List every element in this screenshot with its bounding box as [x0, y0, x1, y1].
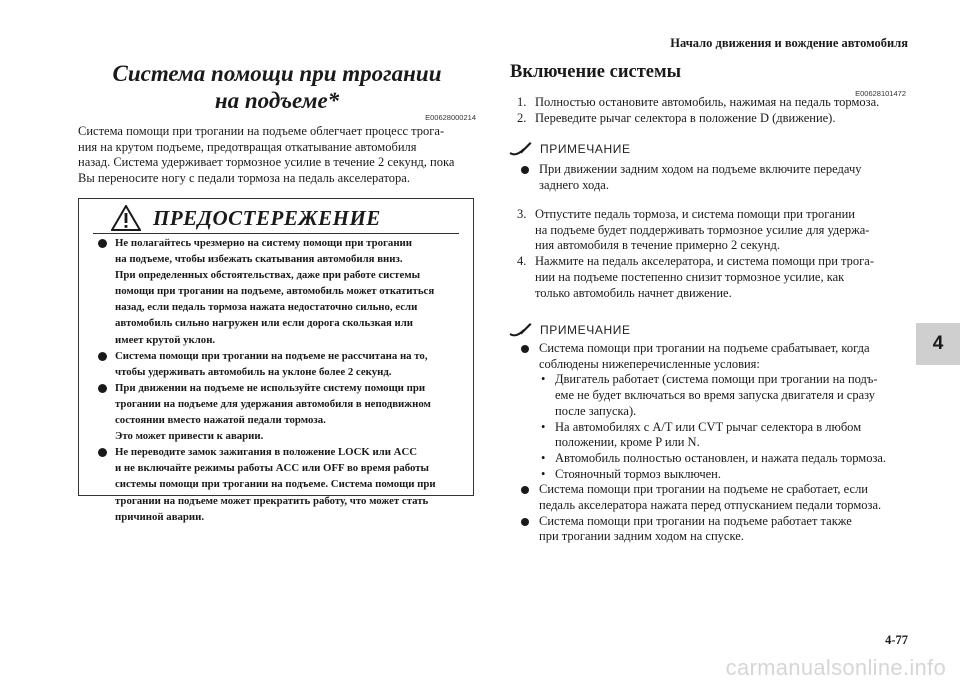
warning-item [93, 444, 463, 524]
warning-line: чтобы удерживать автомобиль на уклоне более 2 секунд. [115, 365, 392, 378]
section-title-line1: Система помощи при трогании [112, 61, 442, 86]
note-line: Система помощи при трогании на подъеме работает также [539, 513, 852, 528]
note-item [521, 341, 911, 482]
warning-line: трогании на подъеме для удержания автомобиля в неподвижном [115, 397, 431, 410]
step-number: 4. [517, 254, 527, 269]
note-line: При движении задним ходом на подъеме включите передачу [539, 162, 862, 176]
step-item [517, 111, 909, 127]
dot-icon: • [541, 372, 546, 387]
note-line: Система помощи при трогании на подъеме срабатывает, когда [539, 341, 870, 355]
warning-line: Не переводите замок зажигания в положение LOCK или ACC [115, 446, 418, 459]
intro-line: Система помощи при трогании на подъеме облегчает процесс трога- [78, 124, 445, 138]
note-line: соблюдены нижеперечисленные условия: [539, 356, 760, 371]
note-line: заднего хода. [539, 177, 609, 192]
warning-item [93, 380, 463, 444]
step-line: только автомобиль начнет движение. [535, 285, 732, 300]
watermark: carmanualsonline.info [725, 655, 946, 680]
condition-line: положении, кроме P или N. [555, 435, 700, 450]
section-code: E00628000214 [425, 113, 476, 122]
step-number: 2. [517, 110, 527, 125]
intro-paragraph [78, 124, 476, 187]
condition-line: после запуска). [555, 403, 637, 418]
condition-item [539, 451, 911, 467]
warning-line: Не полагайтесь чрезмерно на систему помощи при трогании [115, 237, 412, 249]
condition-item [539, 420, 911, 451]
section-tab: 4 [916, 323, 960, 365]
page-number: 4-77 [885, 633, 908, 647]
warning-line: назад, если педаль тормоза нажата недостаточно сильно, если [115, 301, 418, 314]
intro-line: назад. Система удерживает тормозное усилие в течение 2 секунд, пока [78, 155, 455, 170]
step-number: 1. [517, 95, 527, 109]
bullet-icon [98, 239, 107, 248]
condition-list [539, 372, 911, 482]
warning-line: имеет крутой уклон. [115, 333, 216, 346]
section-title-line2: на подъеме* [214, 88, 340, 113]
step-item [517, 95, 909, 111]
warning-line: помощи при трогании на подъеме, автомобиль может откатиться [115, 285, 435, 298]
step-line: нии на подъеме постепенно снизит тормозное усилие, как [535, 269, 845, 284]
note-header [508, 321, 631, 339]
bullet-icon [521, 345, 529, 353]
warning-line: Это может привести к аварии. [115, 430, 264, 443]
intro-line: Вы переносите ногу с педали тормоза на педаль акселератора. [78, 171, 410, 186]
warning-triangle-icon [111, 205, 141, 231]
warning-line: и не включайте режимы работы ACC или OFF во время работы [115, 462, 429, 475]
step-line: ния автомобиля в течение примерно 2 секунд. [535, 238, 780, 253]
note-list [521, 341, 911, 545]
step-item [517, 207, 909, 254]
warning-header [93, 203, 459, 234]
warning-line: системы помощи при трогании на подъеме. Система помощи при [115, 478, 436, 491]
step-number: 3. [517, 207, 527, 221]
warning-item [93, 235, 463, 348]
bullet-icon [521, 166, 529, 174]
warning-item [93, 348, 463, 380]
bullet-icon [521, 518, 529, 526]
subsection-code: E00628101472 [855, 89, 906, 98]
condition-line: еме не будет включаться во время запуска двигателя и сразу [555, 388, 876, 403]
condition-line: Стояночный тормоз выключен. [555, 466, 721, 481]
warning-line: При движении на подъеме не используйте систему помощи при [115, 381, 426, 394]
step-line: на подъеме будет поддерживать тормозное усилие для удержа- [535, 222, 870, 237]
note-header [508, 140, 631, 158]
condition-item [539, 372, 911, 419]
steps-list [517, 207, 909, 301]
warning-box [78, 198, 474, 523]
note-line: Система помощи при трогании на подъеме не сработает, если [539, 482, 868, 497]
bullet-icon [98, 448, 107, 457]
warning-line: При определенных обстоятельствах, даже при работе системы [115, 269, 421, 282]
note-item [521, 514, 911, 545]
warning-line: состоянии вместо нажатой педали тормоза. [115, 414, 326, 427]
condition-line: Двигатель работает (система помощи при трогании на подъ- [555, 372, 878, 387]
note-item [521, 482, 911, 513]
dot-icon: • [541, 466, 546, 481]
note-pen-icon [508, 140, 532, 158]
warning-line: Система помощи при трогании на подъеме не рассчитана на то, [115, 349, 428, 362]
step-line: Отпустите педаль тормоза, и система помощи при трогании [535, 207, 855, 221]
note-list [521, 162, 911, 193]
bullet-icon [521, 486, 529, 494]
step-line: Переведите рычаг селектора в положение D (движение). [535, 110, 836, 125]
condition-line: Автомобиль полностью остановлен, и нажата педаль тормоза. [555, 450, 887, 465]
warning-line: причиной аварии. [115, 510, 205, 523]
warning-list [93, 235, 463, 525]
step-item [517, 254, 909, 301]
note-line: при трогании задним ходом на спуске. [539, 529, 744, 544]
note-pen-icon [508, 321, 532, 339]
note-label: ПРИМЕЧАНИЕ [540, 142, 631, 156]
note-label: ПРИМЕЧАНИЕ [540, 323, 631, 337]
subsection-title: Включение системы [510, 62, 682, 82]
section-title [78, 60, 476, 114]
intro-line: ния на крутом подъеме, предотвращая откатывание автомобиля [78, 139, 417, 154]
note-item [521, 162, 911, 193]
warning-line: на подъеме, чтобы избежать скатывания автомобиля вниз. [115, 253, 403, 266]
dot-icon: • [541, 419, 546, 434]
dot-icon: • [541, 450, 546, 465]
step-line: Нажмите на педаль акселератора, и система помощи при трога- [535, 254, 874, 269]
step-line: Полностью остановите автомобиль, нажимая на педаль тормоза. [535, 95, 880, 109]
warning-title: ПРЕДОСТЕРЕЖЕНИЕ [153, 205, 381, 230]
running-header: Начало движения и вождение автомобиля [670, 36, 908, 50]
note-line: педаль акселератора нажата перед отпусканием педали тормоза. [539, 498, 882, 513]
condition-item [539, 467, 911, 483]
warning-line: автомобиль сильно нагружен или если дорога скользкая или [115, 317, 414, 330]
warning-line: трогании на подъеме может прекратить работу, что может стать [115, 494, 429, 507]
bullet-icon [98, 352, 107, 361]
bullet-icon [98, 384, 107, 393]
steps-list [517, 95, 909, 126]
condition-line: На автомобилях с A/T или CVT рычаг селектора в любом [555, 419, 862, 434]
